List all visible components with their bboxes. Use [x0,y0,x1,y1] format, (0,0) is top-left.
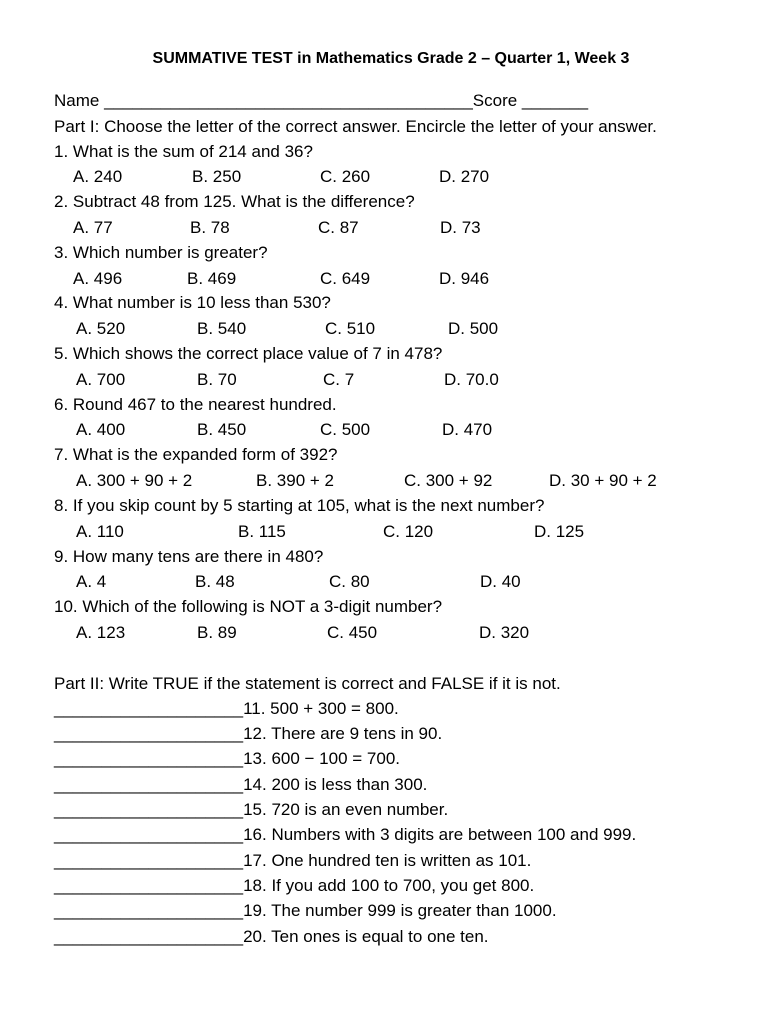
q9-choice-d: D. 40 [480,572,521,591]
q4-choice-b: B. 540 [197,319,247,338]
q8-choice-b: B. 115 [238,522,286,541]
q2-choice-c: C. 87 [318,218,359,237]
q10-choice-d: D. 320 [479,623,530,642]
q6-choice-a: A. 400 [76,420,126,439]
part2-instruction: Part II: Write TRUE if the statement is correct and FALSE if it is not. [54,674,561,693]
tf-item-11: ____________________11. 500 + 300 = 800. [54,699,399,718]
question-6: 6. Round 467 to the nearest hundred. [54,395,337,414]
q2-choice-a: A. 77 [73,218,113,237]
q6-choice-c: C. 500 [320,420,371,439]
q5-choice-b: B. 70 [197,370,237,389]
tf-item-18: ____________________18. If you add 100 to 700, you get 800. [54,876,535,895]
q1-choice-a: A. 240 [73,167,123,186]
question-4: 4. What number is 10 less than 530? [54,293,331,312]
q3-choice-a: A. 496 [73,269,123,288]
tf-item-19: ____________________19. The number 999 is greater than 1000. [54,901,557,920]
q6-choice-b: B. 450 [197,420,247,439]
q4-choice-a: A. 520 [76,319,126,338]
tf-item-14: ____________________14. 200 is less than 300. [54,775,428,794]
q3-choice-d: D. 946 [439,269,490,288]
q5-choice-a: A. 700 [76,370,126,389]
q1-choice-c: C. 260 [320,167,371,186]
question-1: 1. What is the sum of 214 and 36? [54,142,313,161]
tf-item-20: ____________________20. Ten ones is equal to one ten. [54,927,489,946]
question-7: 7. What is the expanded form of 392? [54,445,338,464]
q7-choice-d: D. 30 + 90 + 2 [549,471,657,490]
q4-choice-c: C. 510 [325,319,376,338]
q7-choice-c: C. 300 + 92 [404,471,493,490]
q2-choice-b: B. 78 [190,218,230,237]
question-10: 10. Which of the following is NOT a 3-digit number? [54,597,443,616]
q10-choice-c: C. 450 [327,623,378,642]
q9-choice-c: C. 80 [329,572,370,591]
question-3: 3. Which number is greater? [54,243,268,262]
tf-item-17: ____________________17. One hundred ten is written as 101. [54,851,532,870]
q3-choice-c: C. 649 [320,269,371,288]
q9-choice-a: A. 4 [76,572,107,591]
question-2: 2. Subtract 48 from 125. What is the difference? [54,192,415,211]
q1-choice-d: D. 270 [439,167,490,186]
q1-choice-b: B. 250 [192,167,242,186]
part1-instruction: Part I: Choose the letter of the correct answer. Encircle the letter of your answer. [54,117,657,136]
name-score-line: Name _______________________________________Score _______ [54,91,589,110]
q4-choice-d: D. 500 [448,319,499,338]
question-5: 5. Which shows the correct place value of 7 in 478? [54,344,443,363]
page-title: SUMMATIVE TEST in Mathematics Grade 2 – Quarter 1, Week 3 [152,50,630,67]
question-9: 9. How many tens are there in 480? [54,547,324,566]
q8-choice-a: A. 110 [76,522,124,541]
tf-item-12: ____________________12. There are 9 tens in 90. [54,724,443,743]
q7-choice-b: B. 390 + 2 [256,471,334,490]
q8-choice-c: C. 120 [383,522,434,541]
q9-choice-b: B. 48 [195,572,235,591]
q3-choice-b: B. 469 [187,269,237,288]
q2-choice-d: D. 73 [440,218,481,237]
tf-item-15: ____________________15. 720 is an even number. [54,800,449,819]
q10-choice-a: A. 123 [76,623,126,642]
question-8: 8. If you skip count by 5 starting at 105, what is the next number? [54,496,545,515]
tf-item-16: ____________________16. Numbers with 3 digits are between 100 and 999. [54,825,637,844]
tf-item-13: ____________________13. 600 − 100 = 700. [54,749,401,768]
q7-choice-a: A. 300 + 90 + 2 [76,471,193,490]
q6-choice-d: D. 470 [442,420,493,439]
q8-choice-d: D. 125 [534,522,585,541]
q5-choice-c: C. 7 [323,370,355,389]
q10-choice-b: B. 89 [197,623,237,642]
q5-choice-d: D. 70.0 [444,370,499,389]
